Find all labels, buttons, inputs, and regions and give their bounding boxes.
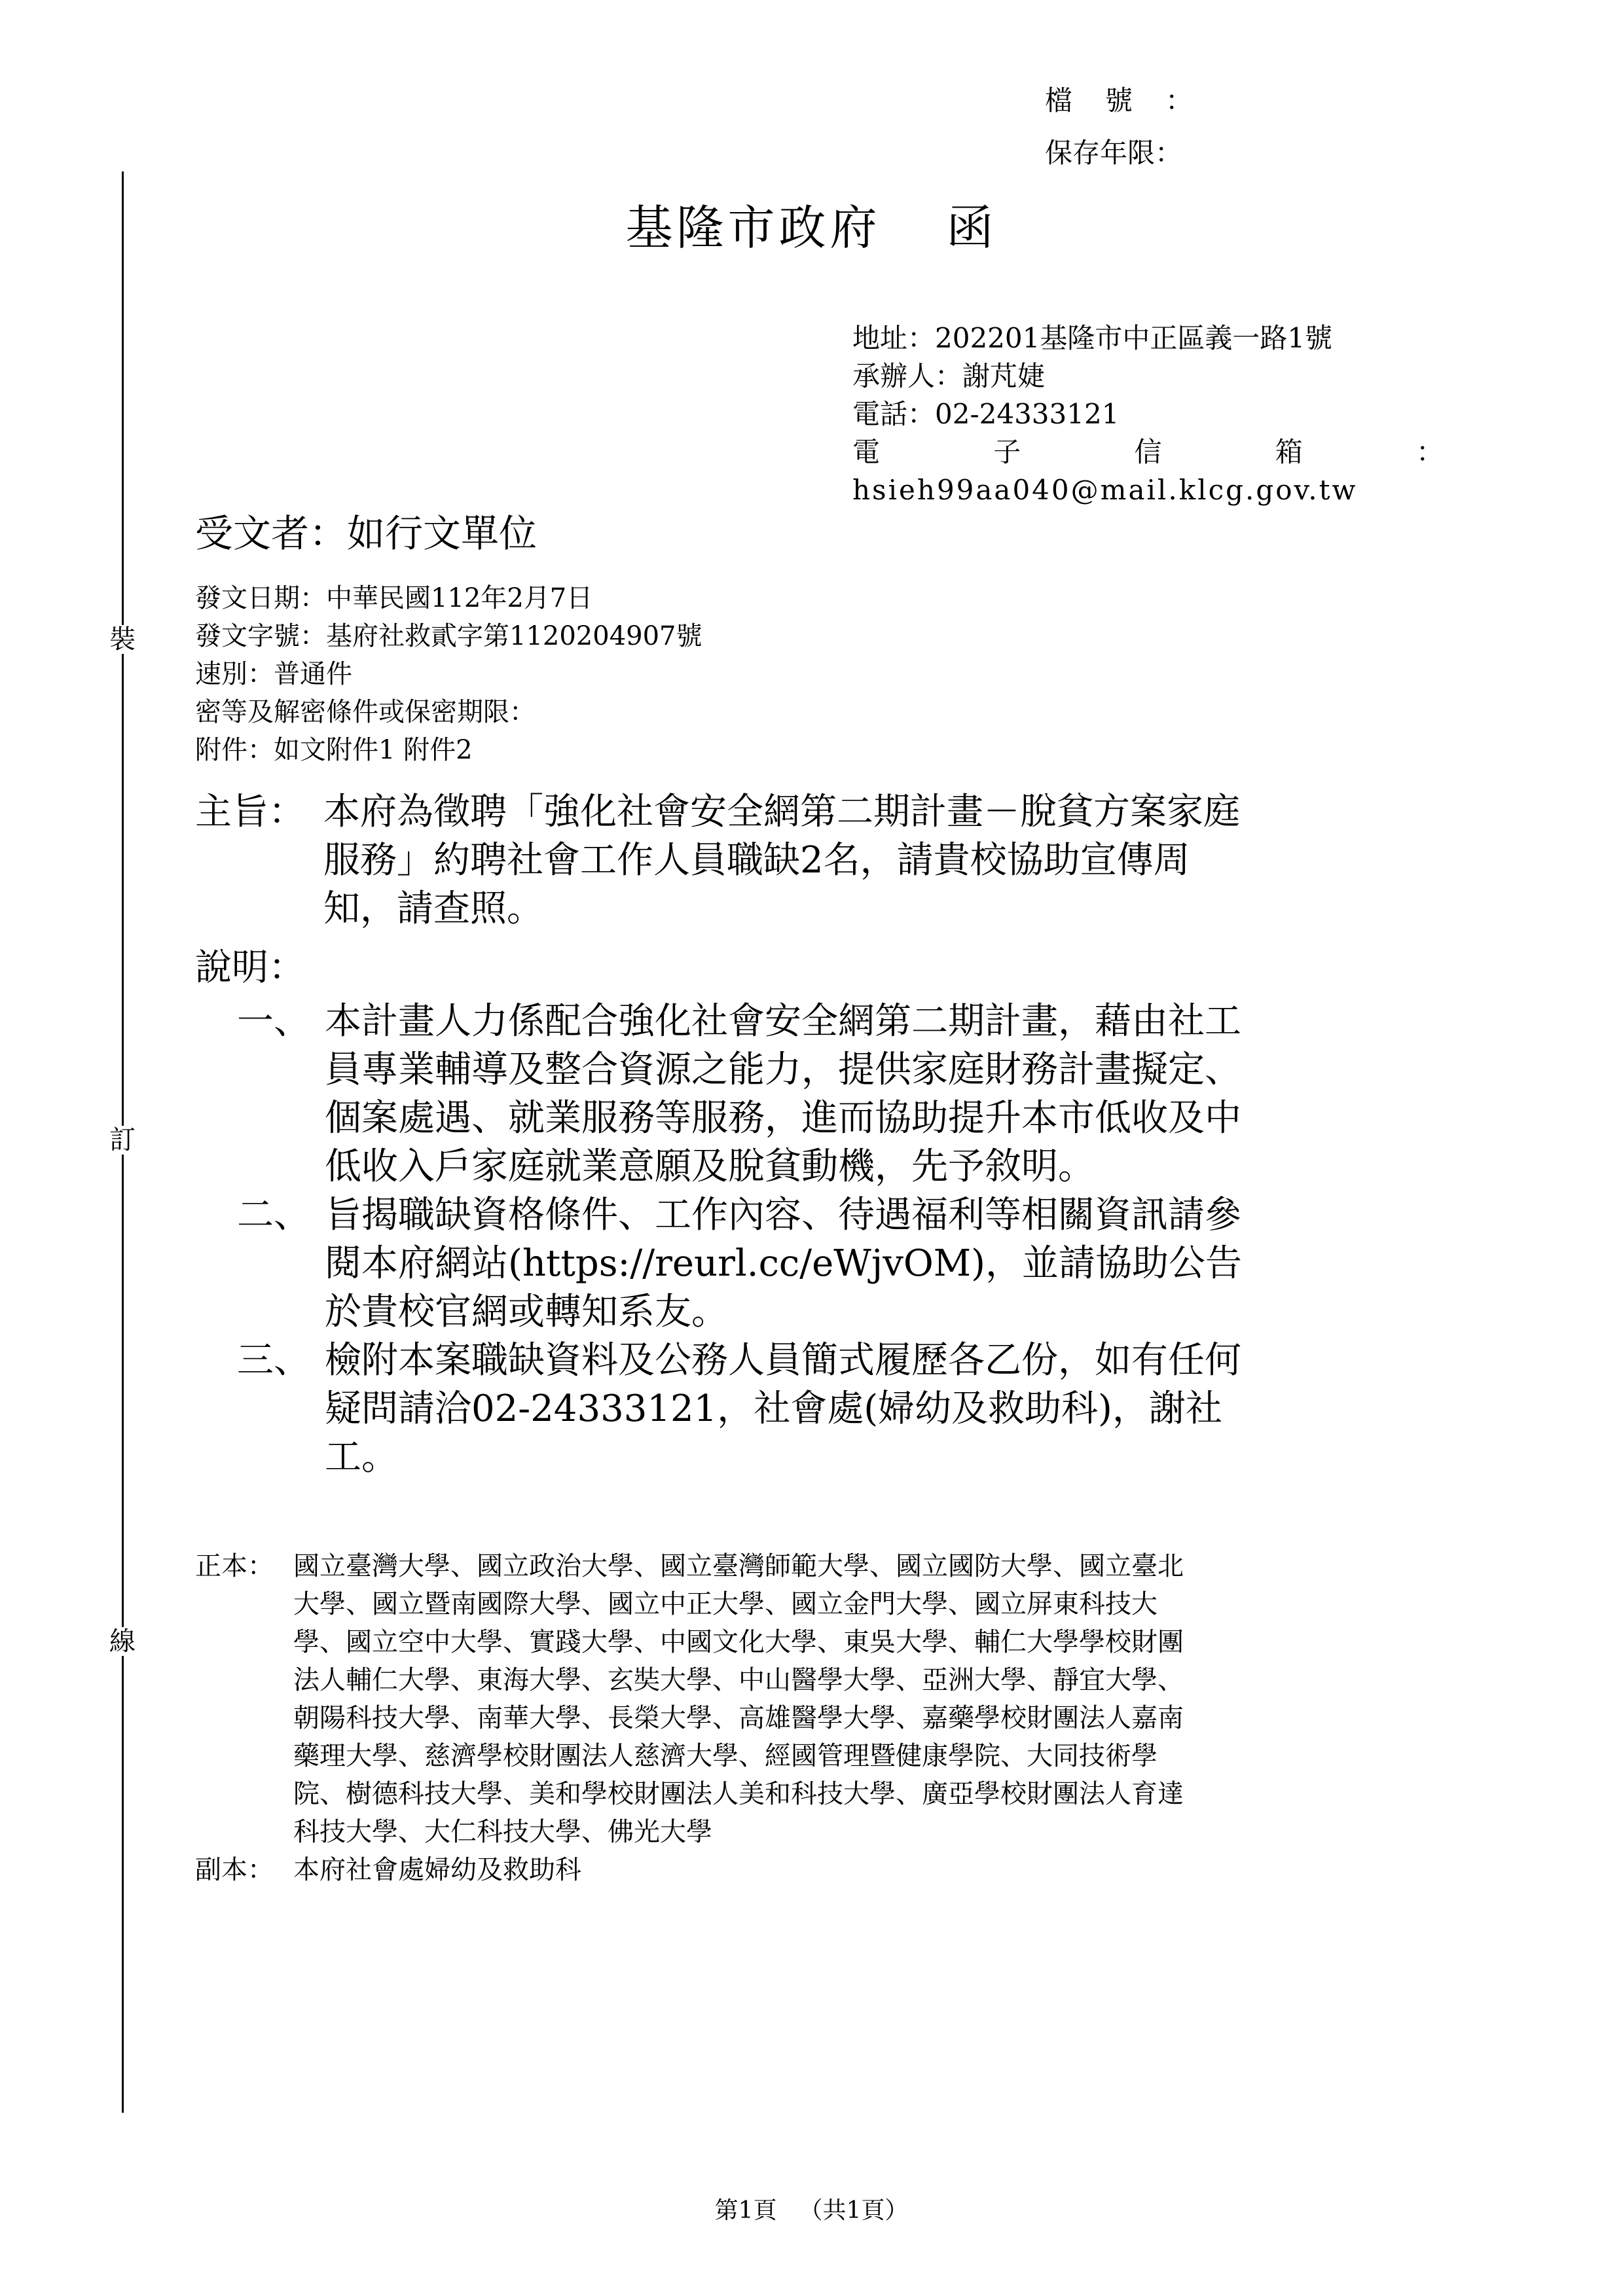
distribution-list xyxy=(195,1547,1184,1889)
item-line: 於貴校官網或轉知系友。 xyxy=(325,1291,728,1333)
item-line: 檢附本案職缺資料及公務人員簡式履歷各乙份，如有任何 xyxy=(325,1339,1241,1382)
item-number: 二、 xyxy=(237,1194,310,1236)
recipient: 受文者：如行文單位 xyxy=(195,511,538,556)
subject-line: 本府為徵聘「強化社會安全網第二期計畫－脫貧方案家庭 xyxy=(323,791,1240,833)
explanation-item xyxy=(237,997,1242,1191)
archive-fields xyxy=(1045,82,1226,171)
subject-line: 服務」約聘社會工作人員職缺2名，請貴校協助宣傳周 xyxy=(323,839,1190,882)
explanation-item xyxy=(237,1191,1242,1336)
phone: 電話：02-24333121 xyxy=(852,398,1120,430)
item-line: 工。 xyxy=(325,1436,398,1479)
contact-info xyxy=(852,319,1444,509)
page-total: （共1頁） xyxy=(799,2197,909,2224)
attachments: 附件：如文附件1 附件2 xyxy=(195,735,473,765)
main-recipients-line: 學、國立空中大學、實踐大學、中國文化大學、東吳大學、輔仁大學學校財團 xyxy=(293,1627,1184,1657)
item-line: 低收入戶家庭就業意願及脫貧動機，先予敘明。 xyxy=(325,1145,1095,1188)
item-line: 旨揭職缺資格條件、工作內容、待遇福利等相關資訊請參 xyxy=(325,1194,1241,1236)
retention-period-label: 保存年限： xyxy=(1045,137,1183,169)
main-recipients-line: 大學、國立暨南國際大學、國立中正大學、國立金門大學、國立屏東科技大 xyxy=(293,1589,1158,1619)
item-line: 疑問請洽02-24333121，社會處(婦幼及救助科)，謝社 xyxy=(325,1388,1222,1430)
page-number: 第1頁 xyxy=(714,2197,777,2224)
explanation-items xyxy=(237,997,1242,1482)
handler: 承辦人：謝芃婕 xyxy=(852,360,1046,392)
reference-number: 發文字號：基府社救貳字第1120204907號 xyxy=(195,621,702,651)
item-line: 個案處遇、就業服務等服務，進而協助提升本市低收及中 xyxy=(325,1097,1241,1139)
document-title xyxy=(0,190,1623,258)
main-recipients-line: 法人輔仁大學、東海大學、玄奘大學、中山醫學大學、亞洲大學、靜宜大學、 xyxy=(293,1665,1184,1695)
explanation-label: 說明： xyxy=(195,946,305,989)
main-recipients-line: 國立臺灣大學、國立政治大學、國立臺灣師範大學、國立國防大學、國立臺北 xyxy=(293,1551,1184,1581)
subject-line: 知，請查照。 xyxy=(323,888,543,930)
copy-recipients: 本府社會處婦幼及救助科 xyxy=(293,1855,581,1885)
speed-class: 速別：普通件 xyxy=(195,659,352,689)
item-number: 三、 xyxy=(237,1339,310,1382)
item-line: 本計畫人力係配合強化社會安全網第二期計畫，藉由社工 xyxy=(325,1000,1241,1043)
main-recipients-line: 朝陽科技大學、南華大學、長榮大學、高雄醫學大學、嘉藥學校財團法人嘉南 xyxy=(293,1703,1184,1733)
main-recipients-line: 院、樹德科技大學、美和學校財團法人美和科技大學、廣亞學校財團法人育達 xyxy=(293,1779,1184,1809)
main-recipients-line: 藥理大學、慈濟學校財團法人慈濟大學、經國管理暨健康學院、大同技術學 xyxy=(293,1741,1158,1771)
subject xyxy=(195,788,1240,933)
document-meta xyxy=(195,579,702,769)
document-type: 函 xyxy=(946,200,998,255)
binding-mark-ding: 訂 xyxy=(109,1125,136,1155)
main-recipients-line: 科技大學、大仁科技大學、佛光大學 xyxy=(293,1817,712,1847)
issue-date: 發文日期：中華民國112年2月7日 xyxy=(195,583,593,613)
page-footer xyxy=(0,2192,1623,2225)
main-recipients-label: 正本： xyxy=(195,1551,274,1581)
email-label: 電 子 信 箱 ： xyxy=(852,436,1444,468)
secrecy-level: 密等及解密條件或保密期限： xyxy=(195,697,536,727)
item-number: 一、 xyxy=(237,1000,310,1043)
binding-mark-xian: 線 xyxy=(109,1626,136,1657)
address: 地址：202201基隆市中正區義一路1號 xyxy=(852,322,1333,354)
item-line-with-url: 閱本府網站(https://reurl.cc/eWjvOM)，並請協助公告 xyxy=(325,1242,1242,1285)
email-address: hsieh99aa040@mail.klcg.gov.tw xyxy=(852,474,1358,506)
binding-mark-zhuang: 裝 xyxy=(109,624,136,655)
issuing-organization: 基隆市政府 xyxy=(625,200,881,255)
item-line: 員專業輔導及整合資源之能力，提供家庭財務計畫擬定、 xyxy=(325,1049,1241,1091)
file-number-label: 檔號： xyxy=(1045,84,1226,117)
subject-label: 主旨： xyxy=(195,791,305,833)
explanation-item xyxy=(237,1336,1242,1482)
copy-recipients-label: 副本： xyxy=(195,1855,274,1885)
